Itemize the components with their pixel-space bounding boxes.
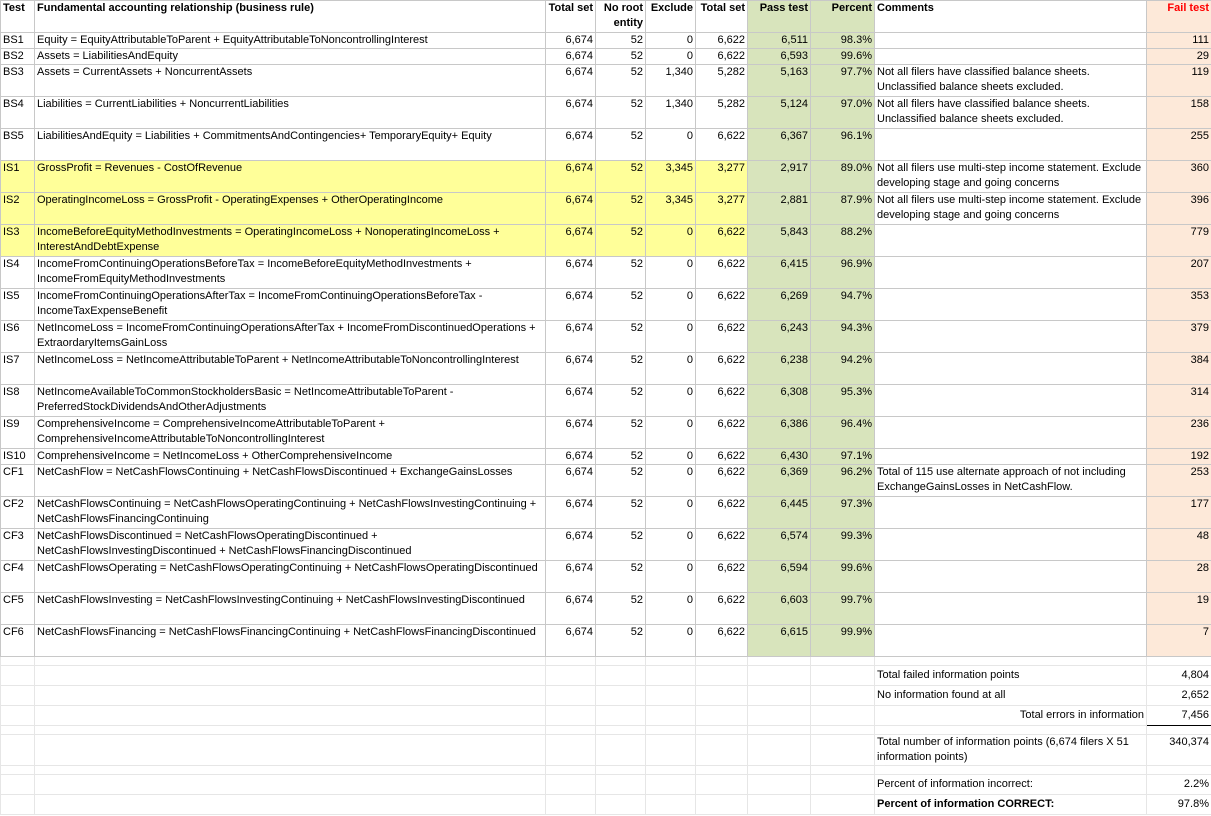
cell-percent[interactable]: 95.3% bbox=[811, 385, 875, 417]
cell-exclude[interactable]: 0 bbox=[646, 33, 696, 49]
header-relationship[interactable]: Fundamental accounting relationship (business rule) bbox=[35, 1, 546, 33]
cell-no-root[interactable]: 52 bbox=[596, 321, 646, 353]
cell-percent[interactable]: 96.9% bbox=[811, 257, 875, 289]
cell-total-set[interactable]: 6,674 bbox=[546, 561, 596, 593]
cell-no-root[interactable]: 52 bbox=[596, 497, 646, 529]
cell-total-set[interactable]: 6,674 bbox=[546, 161, 596, 193]
cell-total-set[interactable]: 6,674 bbox=[546, 417, 596, 449]
cell-total-set-2[interactable]: 6,622 bbox=[696, 353, 748, 385]
cell-total-set[interactable]: 6,674 bbox=[546, 593, 596, 625]
cell-exclude[interactable]: 3,345 bbox=[646, 161, 696, 193]
cell-exclude[interactable]: 0 bbox=[646, 289, 696, 321]
cell-total-set[interactable]: 6,674 bbox=[546, 497, 596, 529]
cell-rule[interactable]: NetIncomeAvailableToCommonStockholdersBasic = NetIncomeAttributableToParent - PreferredStockDividendsAndOtherAdjustments bbox=[35, 385, 546, 417]
cell-total-set-2[interactable]: 6,622 bbox=[696, 225, 748, 257]
table-row bbox=[1, 529, 1211, 561]
cell-fail-test[interactable]: 29 bbox=[1147, 49, 1211, 65]
cell-percent[interactable]: 99.6% bbox=[811, 49, 875, 65]
cell-test-id[interactable]: BS2 bbox=[1, 49, 35, 65]
cell-total-set[interactable]: 6,674 bbox=[546, 33, 596, 49]
cell-percent[interactable]: 96.4% bbox=[811, 417, 875, 449]
cell-total-set-2[interactable]: 6,622 bbox=[696, 497, 748, 529]
summary-row-noinfo bbox=[1, 686, 1211, 706]
cell-comment[interactable] bbox=[875, 289, 1147, 321]
cell-test-id[interactable]: CF3 bbox=[1, 529, 35, 561]
cell-fail-test[interactable]: 384 bbox=[1147, 353, 1211, 385]
cell-rule[interactable]: NetCashFlowsFinancing = NetCashFlowsFinancingContinuing + NetCashFlowsFinancingDiscontinued bbox=[35, 625, 546, 657]
cell-percent[interactable]: 88.2% bbox=[811, 225, 875, 257]
cell-total-set-2[interactable]: 3,277 bbox=[696, 193, 748, 225]
cell-pass-test[interactable]: 2,881 bbox=[748, 193, 811, 225]
cell-no-root[interactable]: 52 bbox=[596, 449, 646, 465]
cell-pass-test[interactable]: 6,615 bbox=[748, 625, 811, 657]
cell-rule[interactable]: IncomeFromContinuingOperationsBeforeTax = IncomeBeforeEquityMethodInvestments + IncomeFromEquityMethodInvestments bbox=[35, 257, 546, 289]
cell-total-set-2[interactable]: 6,622 bbox=[696, 593, 748, 625]
header-pass-test[interactable]: Pass test bbox=[748, 1, 811, 33]
cell-total-set-2[interactable]: 6,622 bbox=[696, 449, 748, 465]
cell-fail-test[interactable]: 158 bbox=[1147, 97, 1211, 129]
cell-total-set-2[interactable]: 6,622 bbox=[696, 385, 748, 417]
cell-exclude[interactable]: 0 bbox=[646, 49, 696, 65]
cell-exclude[interactable]: 0 bbox=[646, 465, 696, 497]
summary-noinfo-label[interactable]: No information found at all bbox=[875, 686, 1147, 706]
cell-rule[interactable]: NetCashFlowsOperating = NetCashFlowsOperatingContinuing + NetCashFlowsOperatingDiscontinued bbox=[35, 561, 546, 593]
cell-rule[interactable]: GrossProfit = Revenues - CostOfRevenue bbox=[35, 161, 546, 193]
cell-comment[interactable] bbox=[875, 417, 1147, 449]
cell-exclude[interactable]: 0 bbox=[646, 529, 696, 561]
cell-comment[interactable] bbox=[875, 449, 1147, 465]
cell-comment[interactable] bbox=[875, 497, 1147, 529]
cell-rule[interactable]: NetCashFlowsInvesting = NetCashFlowsInvestingContinuing + NetCashFlowsInvestingDiscontinued bbox=[35, 593, 546, 625]
cell-comment[interactable]: Total of 115 use alternate approach of not including ExchangeGainsLosses in NetCashFlow. bbox=[875, 465, 1147, 497]
cell-percent[interactable]: 97.3% bbox=[811, 497, 875, 529]
table-row bbox=[1, 385, 1211, 417]
cell-fail-test[interactable]: 255 bbox=[1147, 129, 1211, 161]
cell-exclude[interactable]: 0 bbox=[646, 257, 696, 289]
cell-total-set[interactable]: 6,674 bbox=[546, 449, 596, 465]
table-row bbox=[1, 97, 1211, 129]
cell-comment[interactable] bbox=[875, 593, 1147, 625]
cell-fail-test[interactable]: 28 bbox=[1147, 561, 1211, 593]
header-no-root-entity[interactable]: No root entity bbox=[596, 1, 646, 33]
cell-comment[interactable] bbox=[875, 321, 1147, 353]
header-comments[interactable]: Comments bbox=[875, 1, 1147, 33]
cell-pass-test[interactable]: 5,124 bbox=[748, 97, 811, 129]
cell-total-set-2[interactable]: 6,622 bbox=[696, 321, 748, 353]
cell-total-set-2[interactable]: 6,622 bbox=[696, 33, 748, 49]
cell-comment[interactable]: Not all filers have classified balance sheets. Unclassified balance sheets excluded. bbox=[875, 65, 1147, 97]
table-row bbox=[1, 49, 1211, 65]
cell-no-root[interactable]: 52 bbox=[596, 465, 646, 497]
cell-exclude[interactable]: 0 bbox=[646, 625, 696, 657]
cell-rule[interactable]: LiabilitiesAndEquity = Liabilities + CommitmentsAndContingencies+ TemporaryEquity+ Equity bbox=[35, 129, 546, 161]
cell-test-id[interactable]: BS1 bbox=[1, 33, 35, 49]
cell-rule[interactable]: Liabilities = CurrentLiabilities + NoncurrentLiabilities bbox=[35, 97, 546, 129]
cell-fail-test[interactable]: 396 bbox=[1147, 193, 1211, 225]
cell-test-id[interactable]: IS5 bbox=[1, 289, 35, 321]
cell-pass-test[interactable]: 6,308 bbox=[748, 385, 811, 417]
cell-pass-test[interactable]: 6,430 bbox=[748, 449, 811, 465]
cell-no-root[interactable]: 52 bbox=[596, 65, 646, 97]
cell-rule[interactable]: ComprehensiveIncome = ComprehensiveIncomeAttributableToParent + ComprehensiveIncomeAttributableToNoncontrollingInterest bbox=[35, 417, 546, 449]
cell-percent[interactable]: 94.3% bbox=[811, 321, 875, 353]
cell-pass-test[interactable]: 6,238 bbox=[748, 353, 811, 385]
summary-row-errors bbox=[1, 706, 1211, 726]
cell-test-id[interactable]: IS1 bbox=[1, 161, 35, 193]
cell-no-root[interactable]: 52 bbox=[596, 289, 646, 321]
cell-pass-test[interactable]: 6,369 bbox=[748, 465, 811, 497]
summary-row-spacer-2 bbox=[1, 766, 1211, 775]
table-row bbox=[1, 161, 1211, 193]
cell-comment[interactable] bbox=[875, 257, 1147, 289]
cell-comment[interactable] bbox=[875, 625, 1147, 657]
cell-fail-test[interactable]: 192 bbox=[1147, 449, 1211, 465]
summary-correct-label[interactable]: Percent of information CORRECT: bbox=[875, 795, 1147, 815]
cell-percent[interactable]: 99.3% bbox=[811, 529, 875, 561]
cell-fail-test[interactable]: 19 bbox=[1147, 593, 1211, 625]
table-row bbox=[1, 497, 1211, 529]
cell-rule[interactable]: Assets = CurrentAssets + NoncurrentAssets bbox=[35, 65, 546, 97]
cell-pass-test[interactable]: 6,603 bbox=[748, 593, 811, 625]
cell-pass-test[interactable]: 6,269 bbox=[748, 289, 811, 321]
summary-noinfo-value[interactable]: 2,652 bbox=[1147, 686, 1211, 706]
cell-total-set-2[interactable]: 5,282 bbox=[696, 97, 748, 129]
cell-pass-test[interactable]: 6,594 bbox=[748, 561, 811, 593]
cell-rule[interactable]: Equity = EquityAttributableToParent + EquityAttributableToNoncontrollingInterest bbox=[35, 33, 546, 49]
cell-exclude[interactable]: 0 bbox=[646, 385, 696, 417]
cell-total-set-2[interactable]: 6,622 bbox=[696, 625, 748, 657]
header-total-set[interactable]: Total set bbox=[546, 1, 596, 33]
summary-row-incorrect bbox=[1, 775, 1211, 795]
table-row bbox=[1, 465, 1211, 497]
cell-no-root[interactable]: 52 bbox=[596, 385, 646, 417]
cell-test-id[interactable]: BS4 bbox=[1, 97, 35, 129]
cell-test-id[interactable]: IS9 bbox=[1, 417, 35, 449]
header-percent[interactable]: Percent bbox=[811, 1, 875, 33]
cell-test-id[interactable]: IS2 bbox=[1, 193, 35, 225]
cell-percent[interactable]: 96.2% bbox=[811, 465, 875, 497]
cell-test-id[interactable]: IS4 bbox=[1, 257, 35, 289]
cell-exclude[interactable]: 0 bbox=[646, 129, 696, 161]
cell-test-id[interactable]: IS7 bbox=[1, 353, 35, 385]
table-row bbox=[1, 593, 1211, 625]
cell-percent[interactable]: 87.9% bbox=[811, 193, 875, 225]
cell-fail-test[interactable]: 207 bbox=[1147, 257, 1211, 289]
header-fail-test[interactable]: Fail test bbox=[1147, 1, 1211, 33]
cell-percent[interactable]: 99.6% bbox=[811, 561, 875, 593]
summary-row-points bbox=[1, 735, 1211, 766]
cell-no-root[interactable]: 52 bbox=[596, 193, 646, 225]
cell-comment[interactable]: Not all filers use multi-step income statement. Exclude developing stage and going concerns bbox=[875, 193, 1147, 225]
cell-test-id[interactable]: BS3 bbox=[1, 65, 35, 97]
cell-comment[interactable]: Not all filers have classified balance sheets. Unclassified balance sheets excluded. bbox=[875, 97, 1147, 129]
cell-no-root[interactable]: 52 bbox=[596, 353, 646, 385]
cell-no-root[interactable]: 52 bbox=[596, 97, 646, 129]
summary-row-correct bbox=[1, 795, 1211, 815]
cell-percent[interactable]: 89.0% bbox=[811, 161, 875, 193]
cell-percent[interactable]: 94.2% bbox=[811, 353, 875, 385]
summary-errors-value[interactable]: 7,456 bbox=[1147, 706, 1211, 726]
header-exclude[interactable]: Exclude bbox=[646, 1, 696, 33]
summary-errors-label[interactable]: Total errors in information bbox=[875, 706, 1147, 726]
cell-rule[interactable]: NetCashFlowsContinuing = NetCashFlowsOperatingContinuing + NetCashFlowsInvestingContinuing + NetCashFlowsFinancingContinuing bbox=[35, 497, 546, 529]
cell-comment[interactable] bbox=[875, 225, 1147, 257]
table-row bbox=[1, 561, 1211, 593]
cell-percent[interactable]: 99.9% bbox=[811, 625, 875, 657]
cell-fail-test[interactable]: 177 bbox=[1147, 497, 1211, 529]
cell-no-root[interactable]: 52 bbox=[596, 625, 646, 657]
table-row bbox=[1, 33, 1211, 49]
cell-rule[interactable]: NetIncomeLoss = IncomeFromContinuingOperationsAfterTax + IncomeFromDiscontinuedOperations + ExtraordaryItemsGainLoss bbox=[35, 321, 546, 353]
cell-total-set-2[interactable]: 6,622 bbox=[696, 49, 748, 65]
cell-comment[interactable] bbox=[875, 353, 1147, 385]
cell-percent[interactable]: 94.7% bbox=[811, 289, 875, 321]
table-row bbox=[1, 625, 1211, 657]
cell-test-id[interactable]: IS10 bbox=[1, 449, 35, 465]
cell-pass-test[interactable]: 6,593 bbox=[748, 49, 811, 65]
cell-total-set[interactable]: 6,674 bbox=[546, 193, 596, 225]
cell-fail-test[interactable]: 353 bbox=[1147, 289, 1211, 321]
cell-no-root[interactable]: 52 bbox=[596, 129, 646, 161]
cell-rule[interactable]: ComprehensiveIncome = NetIncomeLoss + OtherComprehensiveIncome bbox=[35, 449, 546, 465]
cell-total-set[interactable]: 6,674 bbox=[546, 465, 596, 497]
cell-comment[interactable] bbox=[875, 33, 1147, 49]
cell-comment[interactable] bbox=[875, 561, 1147, 593]
cell-fail-test[interactable]: 779 bbox=[1147, 225, 1211, 257]
cell-pass-test[interactable]: 2,917 bbox=[748, 161, 811, 193]
cell-percent[interactable]: 97.1% bbox=[811, 449, 875, 465]
cell-total-set[interactable]: 6,674 bbox=[546, 129, 596, 161]
cell-total-set[interactable]: 6,674 bbox=[546, 289, 596, 321]
cell-fail-test[interactable]: 111 bbox=[1147, 33, 1211, 49]
table-row bbox=[1, 193, 1211, 225]
cell-no-root[interactable]: 52 bbox=[596, 225, 646, 257]
header-row bbox=[1, 1, 1211, 33]
cell-total-set-2[interactable]: 6,622 bbox=[696, 289, 748, 321]
cell-rule[interactable]: NetCashFlow = NetCashFlowsContinuing + NetCashFlowsDiscontinued + ExchangeGainsLosses bbox=[35, 465, 546, 497]
cell-rule[interactable]: OperatingIncomeLoss = GrossProfit - OperatingExpenses + OtherOperatingIncome bbox=[35, 193, 546, 225]
cell-pass-test[interactable]: 5,163 bbox=[748, 65, 811, 97]
cell-test-id[interactable]: IS3 bbox=[1, 225, 35, 257]
cell-total-set[interactable]: 6,674 bbox=[546, 49, 596, 65]
table-row bbox=[1, 353, 1211, 385]
table-row bbox=[1, 321, 1211, 353]
summary-points-value[interactable]: 340,374 bbox=[1147, 735, 1211, 766]
cell-no-root[interactable]: 52 bbox=[596, 561, 646, 593]
header-test[interactable]: Test bbox=[1, 1, 35, 33]
cell-comment[interactable] bbox=[875, 385, 1147, 417]
cell-comment[interactable] bbox=[875, 49, 1147, 65]
cell-exclude[interactable]: 0 bbox=[646, 321, 696, 353]
cell-percent[interactable]: 97.7% bbox=[811, 65, 875, 97]
cell-total-set[interactable]: 6,674 bbox=[546, 625, 596, 657]
cell-comment[interactable] bbox=[875, 129, 1147, 161]
cell-total-set[interactable]: 6,674 bbox=[546, 529, 596, 561]
cell-exclude[interactable]: 0 bbox=[646, 593, 696, 625]
cell-exclude[interactable]: 0 bbox=[646, 225, 696, 257]
cell-total-set-2[interactable]: 6,622 bbox=[696, 465, 748, 497]
cell-rule[interactable]: Assets = LiabilitiesAndEquity bbox=[35, 49, 546, 65]
header-total-set-2[interactable]: Total set bbox=[696, 1, 748, 33]
cell-exclude[interactable]: 1,340 bbox=[646, 65, 696, 97]
cell-exclude[interactable]: 0 bbox=[646, 561, 696, 593]
cell-no-root[interactable]: 52 bbox=[596, 417, 646, 449]
summary-row-spacer bbox=[1, 726, 1211, 735]
cell-exclude[interactable]: 0 bbox=[646, 497, 696, 529]
cell-test-id[interactable]: CF1 bbox=[1, 465, 35, 497]
cell-pass-test[interactable]: 5,843 bbox=[748, 225, 811, 257]
cell-pass-test[interactable]: 6,243 bbox=[748, 321, 811, 353]
cell-total-set-2[interactable]: 3,277 bbox=[696, 161, 748, 193]
cell-total-set[interactable]: 6,674 bbox=[546, 97, 596, 129]
cell-total-set[interactable]: 6,674 bbox=[546, 65, 596, 97]
cell-total-set[interactable]: 6,674 bbox=[546, 385, 596, 417]
summary-correct-value[interactable]: 97.8% bbox=[1147, 795, 1211, 815]
cell-fail-test[interactable]: 48 bbox=[1147, 529, 1211, 561]
table-row bbox=[1, 289, 1211, 321]
cell-total-set-2[interactable]: 6,622 bbox=[696, 561, 748, 593]
table-row bbox=[1, 129, 1211, 161]
cell-total-set-2[interactable]: 6,622 bbox=[696, 529, 748, 561]
cell-no-root[interactable]: 52 bbox=[596, 257, 646, 289]
summary-incorrect-label[interactable]: Percent of information incorrect: bbox=[875, 775, 1147, 795]
cell-exclude[interactable]: 3,345 bbox=[646, 193, 696, 225]
cell-total-set-2[interactable]: 6,622 bbox=[696, 257, 748, 289]
cell-comment[interactable] bbox=[875, 529, 1147, 561]
summary-points-label[interactable]: Total number of information points (6,674 filers X 51 information points) bbox=[875, 735, 1147, 766]
table-row bbox=[1, 225, 1211, 257]
cell-rule[interactable]: IncomeFromContinuingOperationsAfterTax = IncomeFromContinuingOperationsBeforeTax - IncomeTaxExpenseBenefit bbox=[35, 289, 546, 321]
cell-test-id[interactable]: IS8 bbox=[1, 385, 35, 417]
cell-fail-test[interactable]: 236 bbox=[1147, 417, 1211, 449]
cell-fail-test[interactable]: 253 bbox=[1147, 465, 1211, 497]
cell-exclude[interactable]: 0 bbox=[646, 353, 696, 385]
table-row bbox=[1, 65, 1211, 97]
cell-percent[interactable]: 96.1% bbox=[811, 129, 875, 161]
table-row bbox=[1, 417, 1211, 449]
cell-no-root[interactable]: 52 bbox=[596, 49, 646, 65]
cell-test-id[interactable]: CF4 bbox=[1, 561, 35, 593]
table-row bbox=[1, 257, 1211, 289]
cell-test-id[interactable]: BS5 bbox=[1, 129, 35, 161]
cell-test-id[interactable]: IS6 bbox=[1, 321, 35, 353]
cell-total-set-2[interactable]: 5,282 bbox=[696, 65, 748, 97]
summary-failed-value[interactable]: 4,804 bbox=[1147, 666, 1211, 686]
summary-row-failed bbox=[1, 666, 1211, 686]
cell-total-set[interactable]: 6,674 bbox=[546, 225, 596, 257]
cell-exclude[interactable]: 0 bbox=[646, 417, 696, 449]
cell-pass-test[interactable]: 6,574 bbox=[748, 529, 811, 561]
cell-test-id[interactable]: CF6 bbox=[1, 625, 35, 657]
table-row bbox=[1, 449, 1211, 465]
cell-total-set[interactable]: 6,674 bbox=[546, 257, 596, 289]
cell-no-root[interactable]: 52 bbox=[596, 529, 646, 561]
cell-pass-test[interactable]: 6,445 bbox=[748, 497, 811, 529]
cell-fail-test[interactable]: 360 bbox=[1147, 161, 1211, 193]
summary-incorrect-value[interactable]: 2.2% bbox=[1147, 775, 1211, 795]
spacer-row bbox=[1, 657, 1211, 666]
cell-fail-test[interactable]: 7 bbox=[1147, 625, 1211, 657]
cell-test-id[interactable]: CF5 bbox=[1, 593, 35, 625]
cell-test-id[interactable]: CF2 bbox=[1, 497, 35, 529]
cell-comment[interactable]: Not all filers use multi-step income statement. Exclude developing stage and going concerns bbox=[875, 161, 1147, 193]
cell-fail-test[interactable]: 119 bbox=[1147, 65, 1211, 97]
cell-no-root[interactable]: 52 bbox=[596, 593, 646, 625]
cell-pass-test[interactable]: 6,367 bbox=[748, 129, 811, 161]
cell-total-set[interactable]: 6,674 bbox=[546, 321, 596, 353]
cell-fail-test[interactable]: 379 bbox=[1147, 321, 1211, 353]
cell-total-set[interactable]: 6,674 bbox=[546, 353, 596, 385]
cell-pass-test[interactable]: 6,415 bbox=[748, 257, 811, 289]
summary-failed-label[interactable]: Total failed information points bbox=[875, 666, 1147, 686]
cell-total-set-2[interactable]: 6,622 bbox=[696, 417, 748, 449]
cell-percent[interactable]: 97.0% bbox=[811, 97, 875, 129]
cell-percent[interactable]: 99.7% bbox=[811, 593, 875, 625]
cell-total-set-2[interactable]: 6,622 bbox=[696, 129, 748, 161]
cell-no-root[interactable]: 52 bbox=[596, 161, 646, 193]
cell-rule[interactable]: NetCashFlowsDiscontinued = NetCashFlowsOperatingDiscontinued + NetCashFlowsInvestingDiscontinued + NetCashFlowsFinancingDiscontinued bbox=[35, 529, 546, 561]
cell-pass-test[interactable]: 6,511 bbox=[748, 33, 811, 49]
cell-fail-test[interactable]: 314 bbox=[1147, 385, 1211, 417]
cell-no-root[interactable]: 52 bbox=[596, 33, 646, 49]
cell-pass-test[interactable]: 6,386 bbox=[748, 417, 811, 449]
cell-rule[interactable]: IncomeBeforeEquityMethodInvestments = OperatingIncomeLoss + NonoperatingIncomeLoss + InterestAndDebtExpense bbox=[35, 225, 546, 257]
cell-percent[interactable]: 98.3% bbox=[811, 33, 875, 49]
cell-exclude[interactable]: 1,340 bbox=[646, 97, 696, 129]
cell-rule[interactable]: NetIncomeLoss = NetIncomeAttributableToParent + NetIncomeAttributableToNoncontrollingInterest bbox=[35, 353, 546, 385]
cell-exclude[interactable]: 0 bbox=[646, 449, 696, 465]
